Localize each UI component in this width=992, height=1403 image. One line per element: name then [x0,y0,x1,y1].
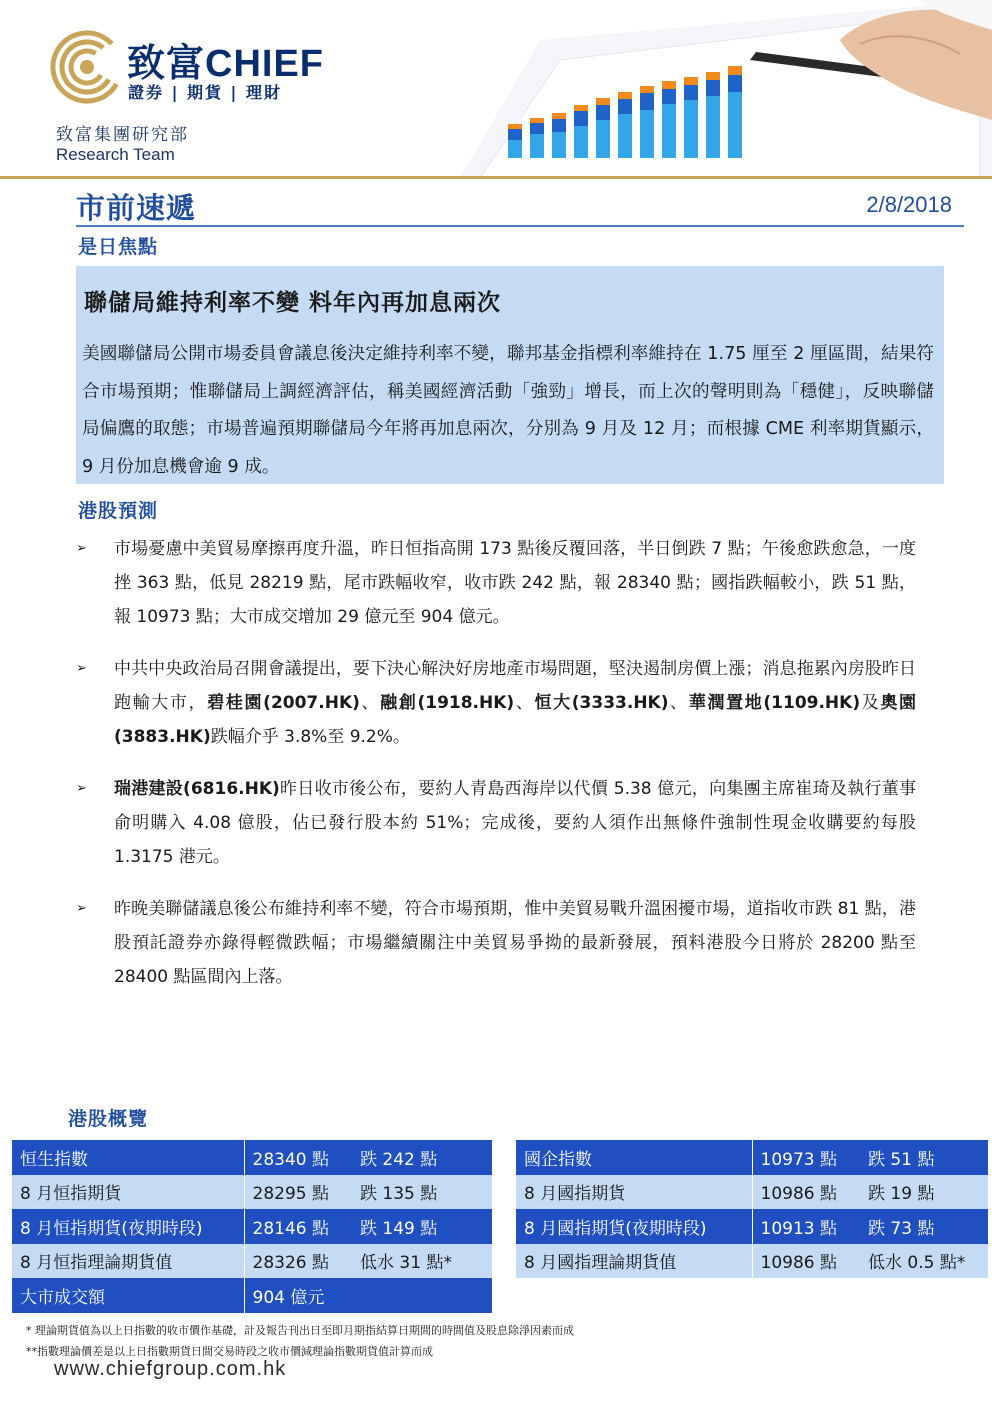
table-cell: 10986 點 [752,1175,860,1210]
hsi-overview-table [12,1140,492,1313]
table-cell: 跌 19 點 [860,1175,988,1210]
arrow-bullet-icon: ➢ [76,661,87,676]
department-name: 致富集團研究部 [56,125,189,145]
list-item [76,892,916,994]
table-row [12,1278,492,1313]
footnote-spread: **指數理論價差是以上日指數期貨日間交易時段之收市價減理論指數期貨值計算而成 [26,1345,433,1358]
table-row [516,1140,988,1175]
page-title: 市前速遞 [76,191,197,225]
hscei-overview-table [516,1140,988,1278]
table-cell: 28326 點 [244,1244,352,1279]
list-item [76,652,916,754]
table-row [516,1209,988,1244]
forecast-list [76,532,916,1012]
list-item [76,772,916,874]
stock-name: 奧園(3883.HK) [114,693,917,747]
table-row [516,1175,988,1210]
chief-logo-icon [50,30,124,104]
bullet-text: 、 [514,693,535,713]
team-name: Research Team [56,145,175,164]
report-header [0,0,992,178]
bullet-text: 、 [668,693,689,713]
header-gold-rule [0,176,992,179]
list-item [76,532,916,634]
table-cell: 8 月恒指理論期貨值 [12,1244,244,1279]
table-cell: 10986 點 [752,1244,860,1279]
focus-headline: 聯儲局維持利率不變 料年內再加息兩次 [84,290,502,316]
bullet-text: 及 [860,693,881,713]
overview-section-heading: 港股概覽 [68,1108,149,1130]
brand-name: 致富CHIEF [127,43,325,85]
table-cell: 跌 242 點 [352,1140,492,1175]
table-cell: 跌 149 點 [352,1209,492,1244]
title-divider [76,225,964,227]
arrow-bullet-icon: ➢ [76,541,87,556]
table-cell: 低水 0.5 點* [860,1244,988,1279]
stock-name: 瑞港建設(6816.HK) [114,779,280,799]
footer-website-link[interactable]: www.chiefgroup.com.hk [54,1358,287,1380]
focus-section-heading: 是日焦點 [78,236,159,258]
stock-name: 碧桂園(2007.HK) [207,693,360,713]
table-row [12,1244,492,1279]
table-cell: 跌 51 點 [860,1140,988,1175]
table-cell: 恒生指數 [12,1140,244,1175]
bullet-text: 、 [359,693,381,713]
bullet-text: 昨晚美聯儲議息後公布維持利率不變，符合市場預期，惟中美貿易戰升溫困擾市場，道指收市跌 81 點，港股預託證券亦錄得輕微跌幅；市場繼續關注中美貿易爭拗的最新發展，預料港股今日將於 28200 點至 28400 點區間內上落。 [114,899,916,987]
bullet-text: 昨日收市後公布，要約人青島西海岸以代價 5.38 億元，向集團主席崔琦及執行董事俞明購入 4.08 億股，佔已發行股本約 51%；完成後，要約人須作出無條件強制性現金收購要約每股 1.3175 港元。 [114,779,916,867]
table-cell: 10913 點 [752,1209,860,1244]
table-row [12,1209,492,1244]
table-cell: 跌 73 點 [860,1209,988,1244]
stock-name: 華潤置地(1109.HK) [688,693,861,713]
table-row [516,1244,988,1279]
brand-tagline: 證券 | 期貨 | 理財 [128,83,282,102]
table-cell: 8 月國指期貨(夜期時段) [516,1209,752,1244]
table-row [12,1140,492,1175]
bullet-text: 中共中央政治局召開會議提出，要下決心解決好房地產市場問題，堅決遏制房價上漲；消息拖累內房股昨日跑輸大市， [114,659,916,713]
table-cell: 8 月恒指期貨(夜期時段) [12,1209,244,1244]
footnote-theoretical: * 理論期貨值為以上日指數的收市價作基礎，計及報告刊出日至即月期指結算日期間的時間值及股息除淨因素而成 [26,1324,574,1337]
table-cell: 跌 135 點 [352,1175,492,1210]
table-cell: 28340 點 [244,1140,352,1175]
chart-illustration [420,0,992,178]
arrow-bullet-icon: ➢ [76,901,87,916]
bullet-text: 市場憂慮中美貿易摩擦再度升溫，昨日恒指高開 173 點後反覆回落，半日倒跌 7 點；午後愈跌愈急，一度挫 363 點，低見 28219 點，尾市跌幅收窄，收市跌 242 點，報 28340 點；國指跌幅較小，跌 51 點，報 10973 點；大市成交增加 29 億元至 904 億元。 [114,539,916,627]
table-cell: 904 億元 [244,1278,352,1313]
table-cell [352,1278,492,1313]
table-cell: 大市成交額 [12,1278,244,1313]
arrow-bullet-icon: ➢ [76,781,87,796]
table-cell: 8 月國指期貨 [516,1175,752,1210]
table-cell: 8 月國指理論期貨值 [516,1244,752,1279]
table-cell: 28146 點 [244,1209,352,1244]
forecast-section-heading: 港股預測 [78,500,159,522]
table-cell: 10973 點 [752,1140,860,1175]
table-cell: 低水 31 點* [352,1244,492,1279]
stock-name: 融創(1918.HK) [380,693,515,713]
table-cell: 8 月恒指期貨 [12,1175,244,1210]
table-cell: 28295 點 [244,1175,352,1210]
focus-body: 美國聯儲局公開市場委員會議息後決定維持利率不變，聯邦基金指標利率維持在 1.75 厘至 2 厘區間，結果符合市場預期；惟聯儲局上調經濟評估，稱美國經濟活動「強勁」增長，而上次的聲明則為「穩健」，反映聯儲局偏鷹的取態；市場普遍預期聯儲局今年將再加息兩次，分別為 9 月及 12 月；而根據 CME 利率期貨顯示，9 月份加息機會逾 9 成。 [82,344,934,477]
bullet-text: 跌幅介乎 3.8%至 9.2%。 [210,727,410,747]
table-cell: 國企指數 [516,1140,752,1175]
table-row [12,1175,492,1210]
report-date: 2/8/2018 [866,192,952,217]
stock-name: 恒大(3333.HK) [534,693,669,713]
